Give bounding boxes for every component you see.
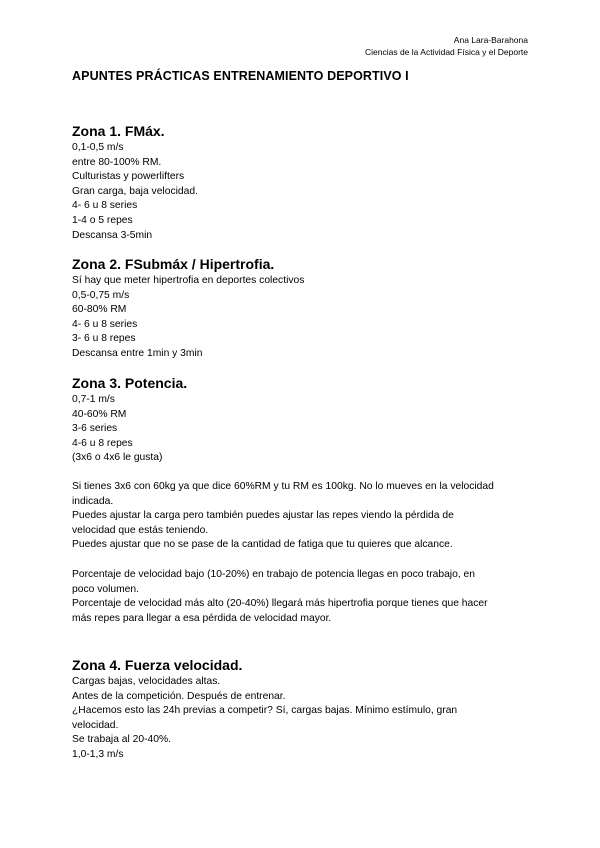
zone-4-line: velocidad. [72,719,119,731]
zone-2-line: 4- 6 u 8 series [72,318,138,330]
zone-4-heading: Zona 4. Fuerza velocidad. [72,657,243,673]
zone-3-line: (3x6 o 4x6 le gusta) [72,452,163,464]
notes-paragraph-1 [72,480,528,553]
zone-4-line: 1,0-1,3 m/s [72,748,124,760]
zone-1-line: 0,1-0,5 m/s [72,142,124,153]
zone-1-line: 1-4 o 5 repes [72,214,133,226]
zone-2-line: 0,5-0,75 m/s [72,289,130,301]
zone-4-line: ¿Hacemos esto las 24h previas a competir? Sí, cargas bajas. Mínimo estímulo, gran [72,705,458,717]
page-header [365,34,528,58]
zone-3-section [72,374,528,466]
notes-line: Porcentaje de velocidad más alto (20-40%) llegará más hipertrofia porque tienes que hacer [72,598,488,610]
zone-3-line: 40-60% RM [72,408,127,420]
zone-1-line: Gran carga, baja velocidad. [72,185,198,197]
notes-line: Puedes ajustar que no se pase de la cantidad de fatiga que tu quieres que alcance. [72,539,453,551]
zone-3-line: 4-6 u 8 repes [72,437,133,449]
notes-line: Si tienes 3x6 con 60kg ya que dice 60%RM y tu RM es 100kg. No lo mueves en la velocidad [72,481,494,492]
notes-line: poco volumen. [72,583,139,595]
header-program: Ciencias de la Actividad Física y el Deporte [365,47,528,57]
zone-1-line: entre 80-100% RM. [72,156,162,168]
zone-4-line: Se trabaja al 20-40%. [72,734,172,746]
notes-line: indicada. [72,495,114,507]
zone-4-line: Antes de la competición. Después de entrenar. [72,690,286,702]
zone-3-heading: Zona 3. Potencia. [72,375,188,391]
zone-3-line: 0,7-1 m/s [72,394,115,405]
zone-1-line: Descansa 3-5min [72,229,153,241]
zone-3-line: 3-6 series [72,423,118,435]
zone-1-section [72,122,528,243]
zone-2-line: 60-80% RM [72,304,127,316]
zone-4-section [72,656,528,763]
zone-2-section [72,255,528,362]
zone-2-line: Sí hay que meter hipertrofia en deportes colectivos [72,275,305,286]
zone-4-line: Cargas bajas, velocidades altas. [72,676,221,687]
header-author: Ana Lara-Barahona [453,35,528,45]
zone-1-line: Culturistas y powerlifters [72,171,185,183]
notes-line: Porcentaje de velocidad bajo (10-20%) en trabajo de potencia llegas en poco trabajo, en [72,569,475,580]
notes-line: Puedes ajustar la carga pero también puedes ajustar las repes viendo la pérdida de [72,510,454,522]
zone-2-heading: Zona 2. FSubmáx / Hipertrofia. [72,256,275,272]
notes-line: más repes para llegar a esa pérdida de velocidad mayor. [72,612,332,624]
notes-paragraph-2 [72,568,528,626]
zone-1-heading: Zona 1. FMáx. [72,123,165,139]
notes-line: velocidad que estás teniendo. [72,524,209,536]
zone-2-line: 3- 6 u 8 repes [72,333,136,345]
zone-2-line: Descansa entre 1min y 3min [72,347,203,359]
document-title: APUNTES PRÁCTICAS ENTRENAMIENTO DEPORTIVO I [72,69,409,83]
zone-1-line: 4- 6 u 8 series [72,200,138,212]
